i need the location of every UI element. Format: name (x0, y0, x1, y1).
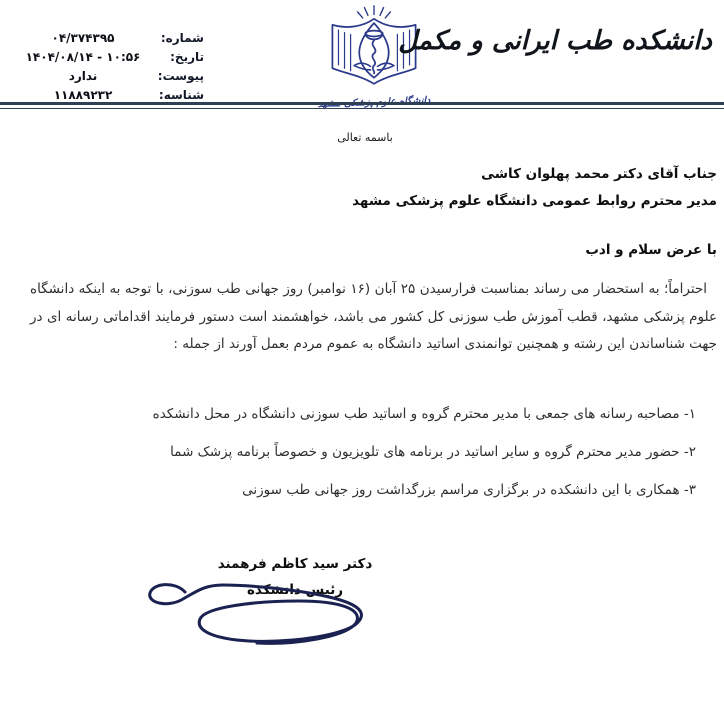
signatory-title: رئیس دانشکده (246, 582, 344, 598)
signatory-name: دکتر سید کاظم فرهمند (217, 556, 373, 572)
meta-value-id: ۱۱۸۸۹۲۳۲ (53, 87, 113, 102)
meta-label-date: تاریخ: (170, 49, 204, 64)
recipient-title: مدیر محترم روابط عمومی دانشگاه علوم پزشکی مشهد (352, 193, 717, 209)
university-emblem (314, 4, 434, 108)
letter-meta-table (14, 28, 208, 104)
list-item-3: ۳- همکاری با این دانشکده در برگزاری مراسم بزرگداشت روز جهانی طب سوزنی (242, 482, 696, 498)
recipient-name: جناب آقای دکتر محمد پهلوان کاشی (481, 166, 717, 182)
meta-row-number (14, 28, 208, 47)
meta-value-number: ۰۴/۳۷۴۳۹۵ (51, 30, 115, 45)
letter-body-paragraph: احتراماً؛ به استحضار می رساند بمناسبت فرارسیدن ۲۵ آبان (۱۶ نوامبر) روز جهانی طب سوزنی، با توجه به اینکه دانشگاه علوم پزشکی مشهد، قطب آموزش طب سوزنی کل کشور می باشد، خواهشمند است دستور فرمایند اقداماتی رسانه ای در جهت شناساندن این رشته و همچنین توانمندی اساتید دانشگاه به عموم مردم بعمل آورند از جمله : (30, 281, 717, 352)
list-item-1: ۱- مصاحبه رسانه های جمعی با مدیر محترم گروه و اساتید طب سوزنی دانشگاه در محل دانشکده (152, 406, 696, 422)
meta-value-date: ۱۴۰۴/۰۸/۱۴ - ۱۰:۵۶ (25, 49, 141, 64)
salutation: با عرض سلام و ادب (585, 242, 717, 258)
emblem-rays (358, 6, 391, 18)
recipient-block (30, 161, 717, 215)
request-list (30, 406, 696, 520)
faculty-title: دانشکده طب ایرانی و مکمل (398, 26, 712, 56)
meta-row-date (14, 47, 208, 66)
list-item-2: ۲- حضور مدیر محترم گروه و سایر اساتید در برنامه های تلویزیون و خصوصاً برنامه پزشک شما (170, 444, 696, 460)
meta-label-number: شماره: (160, 30, 204, 45)
emblem-caption: دانشگاه علوم پزشکی مشهد (317, 95, 431, 110)
meta-label-id: شناسه: (158, 87, 204, 102)
meta-value-attachment: ندارد (68, 68, 98, 83)
meta-label-attachment: پیوست: (157, 68, 204, 83)
emblem-cup (365, 31, 382, 40)
header-divider-thin (0, 108, 724, 109)
signature-scribble (143, 578, 405, 658)
emblem-snake (372, 40, 375, 73)
meta-row-attachment (14, 66, 208, 85)
header-divider-thick (0, 102, 724, 105)
bismillah: باسمه تعالی (337, 131, 393, 144)
